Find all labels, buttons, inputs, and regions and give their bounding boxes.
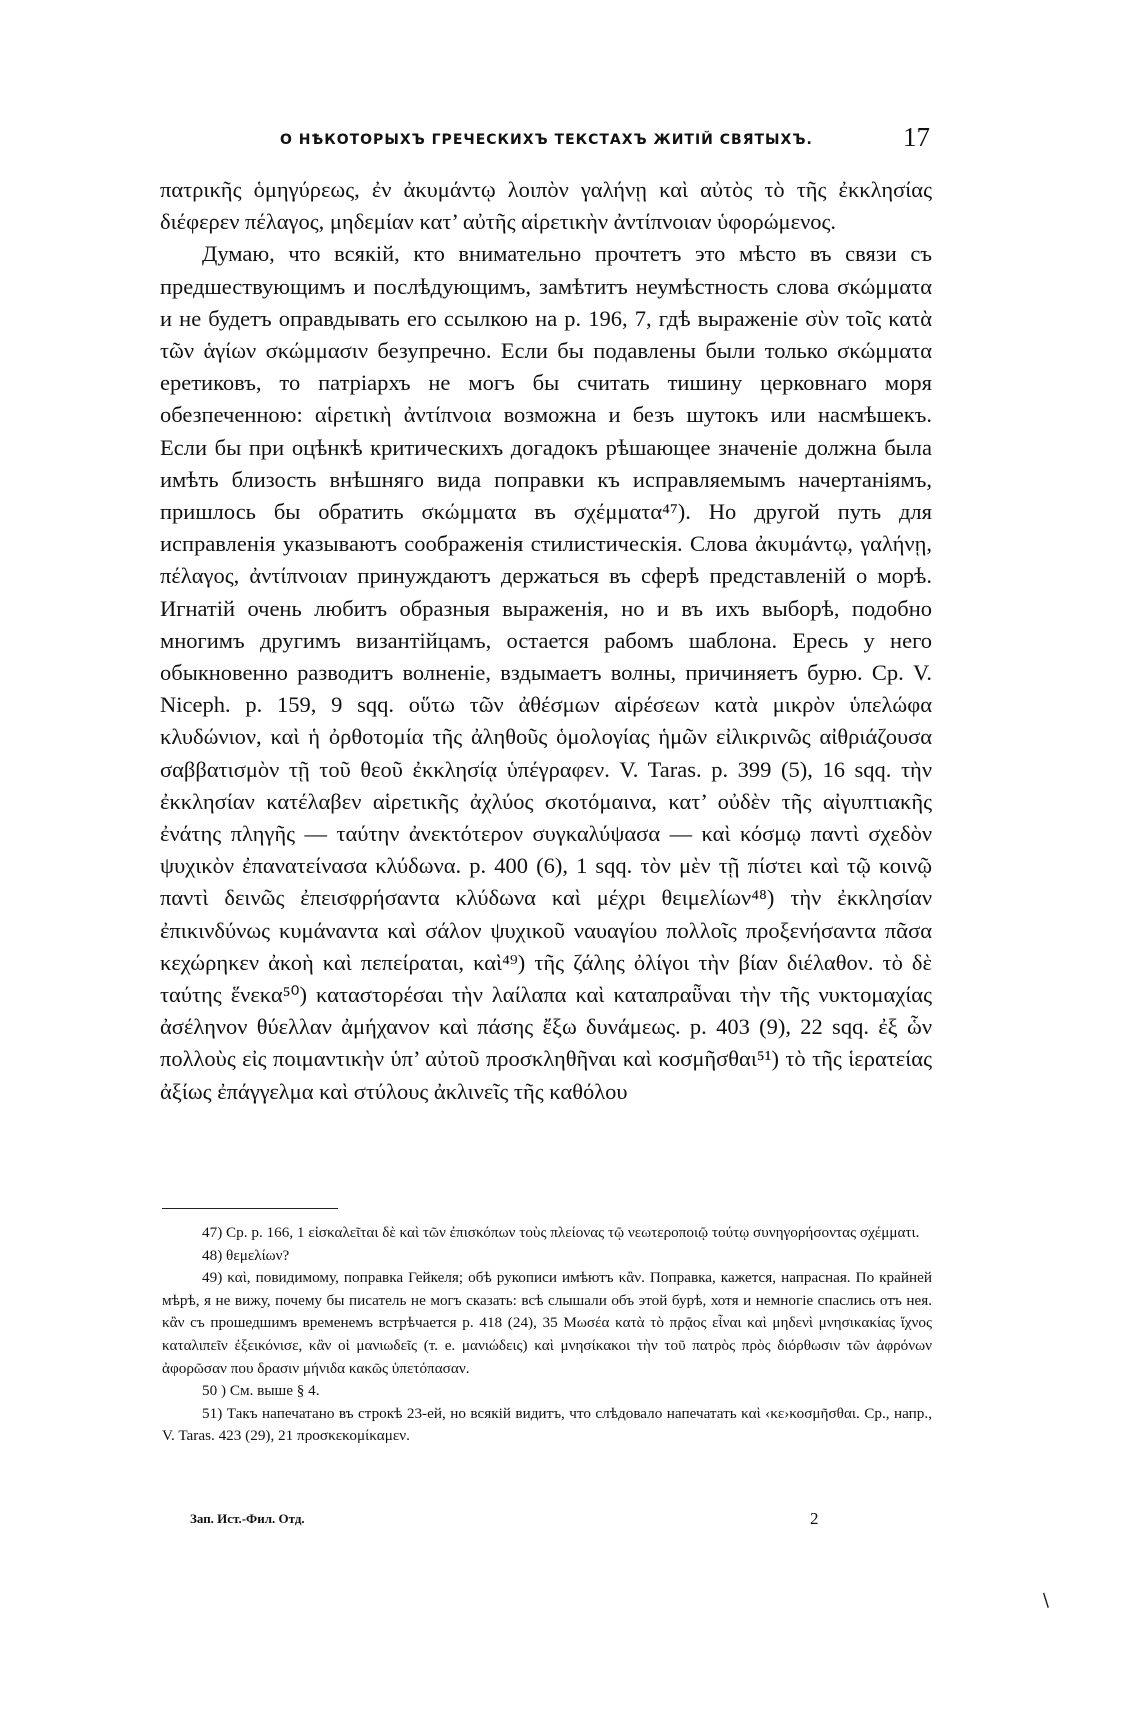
signature-sheet: 2 <box>810 1509 819 1528</box>
running-head <box>160 122 930 162</box>
footnote-separator <box>162 1208 338 1209</box>
paragraph: Думаю, что всякій, кто внимательно прочтетъ это мѣсто въ связи съ предшествующимъ и послѣдующимъ, замѣтитъ неумѣстность слова σκώμματα и не будетъ оправдывать его ссылкою на р. 196, 7, гдѣ выраженіе σὺν τοῖς κατὰ τῶν ἁγίων σκώμμασιν безупречно. Если бы подавлены были только σκώμματα еретиковъ, то патріархъ не могъ бы считать тишину церковнаго моря обезпеченною: αἱρετικὴ ἀντίπνοια возможна и безъ шутокъ или насмѣшекъ. Если бы при оцѣнкѣ критическихъ догадокъ рѣшающее значеніе должна была имѣть близость внѣшняго вида поправки къ исправляемымъ начертаніямъ, пришлось бы обратить σκώμματα въ σχέμματα⁴⁷). Но другой путь для исправленія указываютъ соображенія стилистическія. Слова ἀκυμάντῳ, γαλήνῃ, πέλαγος, ἀντίπνοιαν принуждаютъ держаться въ сферѣ представленій о морѣ. Игнатій очень любитъ образныя выраженія, но и въ ихъ выборѣ, подобно многимъ другимъ византійцамъ, остается рабомъ шаблона. Ересь у него обыкновенно разводитъ волненіе, вздымаетъ волны, причиняетъ бурю. Ср. V. Niceph. p. 159, 9 sqq. οὕτω τῶν ἀθέσμων αἱρέσεων κατὰ μικρὸν ὑπελώφα κλυδώνιον, καὶ ἡ ὀρθοτομία τῆς ἀληθοῦς ὁμολογίας ἡμῶν εἰλικρινῶς αἰθριάζουσα σαββατισμὸν τῇ τοῦ θεοῦ ἐκκλησίᾳ ὑπέγραφεν. V. Taras. p. 399 (5), 16 sqq. τὴν ἐκκλησίαν κατέλαβεν αἱρετικῆς ἀχλύος σκοτόμαινα, κατ’ οὐδὲν τῆς αἰγυπτιακῆς ἐνάτης πληγῆς — ταύτην ἀνεκτότερον συγκαλύψασα — καὶ κόσμῳ παντὶ σχεδὸν ψυχικὸν ἐπανατείνασα κλύδωνα. p. 400 (6), 1 sqq. τὸν μὲν τῇ πίστει καὶ τῷ κοινῷ παντὶ δεινῶς ἐπεισφρήσαντα κλύδωνα καὶ μέχρι θειμελίων⁴⁸) τὴν ἐκκλησίαν ἐπικινδύνως κυμάναντα καὶ σάλον ψυχικοῦ ναυαγίου πολλοῖς προξενήσαντα πᾶσα κεχώρηκεν ἀκοὴ καὶ πεπείραται, καὶ⁴⁹) τῆς ζάλης ὀλίγοι τὴν βίαν διέλαθον. τὸ δὲ ταύτης ἕνεκα⁵⁰) καταστορέσαι τὴν λαίλαπα καὶ καταπραῧναι τὴν τῆς νυκτομαχίας ἀσέληνον θύελλαν ἀμήχανον καὶ πάσης ἔξω δυνάμεως. p. 403 (9), 22 sqq. ἐξ ὧν πολλοὺς εἰς ποιμαντικὴν ὑπ’ αὐτοῦ προσκληθῆναι καὶ κοσμῆσθαι⁵¹) τὸ τῆς ἱερατείας ἀξίως ἐπάγγελμα καὶ στύλους ἀκλινεῖς τῆς καθόλου <box>160 241 932 1104</box>
running-title: О НѢКОТОРЫХЪ ГРЕЧЕСКИХЪ ТЕКСТАХЪ ЖИТІЙ СВЯТЫХЪ. <box>280 132 813 148</box>
signature-line <box>190 1511 890 1528</box>
footnote-50: 50 ) См. выше § 4. <box>202 1382 320 1400</box>
main-text <box>160 174 932 1108</box>
footnote-48: 48) θεμελίων? <box>202 1246 290 1264</box>
footnote-47: 47) Cp. p. 166, 1 εἰσκαλεῖται δὲ καὶ τῶν ἐπισκόπων τοὺς πλείονας τῷ νεωτεροποιῷ τούτῳ συνηγορήσοντας σχέμματι. <box>202 1224 920 1241</box>
signature-journal: Зап. Ист.-Фил. Отд. <box>190 1511 305 1526</box>
paragraph: πατρικῆς ὁμηγύρεως, ἐν ἀκυμάντῳ λοιπὸν γαλήνῃ καὶ αὐτὸς τὸ τῆς ἐκκλησίας διέφερεν πέλαγος, μηδεμίαν κατ’ αὐτῆς αἱρετικὴν ἀντίπνοιαν ὑφορώμενος. <box>160 177 932 235</box>
page-number: 17 <box>903 122 930 152</box>
pencil-mark-icon: / <box>1037 1590 1055 1611</box>
footnote-49: 49) καὶ, повидимому, поправка Гейкеля; обѣ рукописи имѣютъ κἂν. Поправка, кажется, напрасная. По крайней мѣрѣ, я не вижу, почему бы писатель не могъ сказать: всѣ слышали объ этой бурѣ, хотя и немногіе спаслись отъ нея. κἂν съ прошедшимъ временемъ встрѣчается p. 418 (24), 35 Μωσέα κατὰ τὸ πρᾷος εἶναι καὶ μηδενὶ μνησικακίας ἴχνος καταλιπεῖν ἐξεικόνισε, κἂν οἱ μανιωδεῖς (т. е. μανιώδεις) καὶ μνησίκακοι τὴν τοῦ πατρὸς πρὸς διόρθωσιν τῶν ἀφρόνων ἀφορῶσαν που δρασιν μήνιδα κακῶς ὑπετόπασαν. <box>162 1269 932 1377</box>
footnote-51: 51) Такъ напечатано въ строкѣ 23-ей, но всякій видитъ, что слѣдовало напечатать καὶ ‹κε›κοσμῆσθαι. Ср., напр., V. Taras. 423 (29), 21 προσκεκομίκαμεν. <box>162 1404 932 1445</box>
footnotes <box>162 1222 932 1448</box>
